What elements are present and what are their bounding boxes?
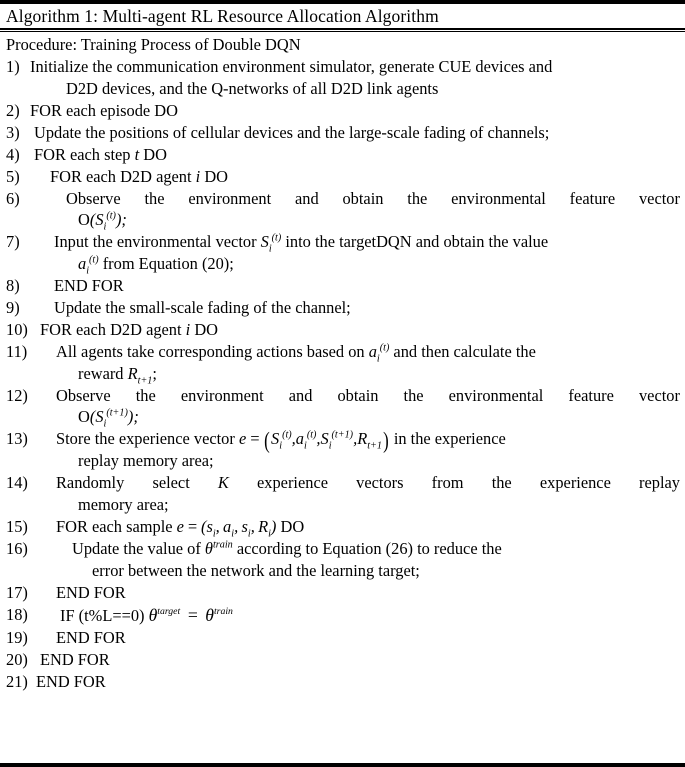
line-number-16: 16) — [6, 538, 28, 558]
line-12-w6: environmental — [448, 385, 544, 405]
line-18-pre: IF (t%L==0) — [60, 605, 149, 625]
line-text-3: Update the positions of cellular devices and the large-scale fading of channels; — [34, 122, 550, 142]
line-12-w8: vector — [638, 385, 680, 405]
line-number-11: 11) — [6, 341, 28, 361]
line-text-15 — [36, 516, 680, 538]
line-text-2: FOR each episode DO — [30, 101, 178, 121]
algorithm-line-7-cont — [6, 253, 680, 275]
line-16-post: according to Equation (26) to reduce the — [232, 538, 502, 558]
line-10-post: DO — [190, 319, 219, 339]
algorithm-line-11-cont — [6, 363, 680, 385]
line-13-pre: Store the experience vector — [56, 429, 239, 449]
line-12-w3: and — [288, 385, 313, 405]
line-text-5 — [30, 166, 680, 188]
algorithm-line-6-cont — [6, 209, 680, 231]
line-6-w4: obtain — [342, 188, 384, 208]
line-text-4 — [30, 144, 680, 166]
line-6-w0: Observe — [66, 188, 121, 208]
algorithm-line-12-cont — [6, 406, 680, 428]
line-number-14: 14) — [6, 473, 28, 493]
line-12-w2: environment — [180, 385, 264, 405]
line-11-post: and then calculate the — [389, 341, 536, 361]
line-14-w0: Randomly — [56, 473, 125, 493]
line-text-12 — [36, 385, 680, 407]
line-12-formula: $O(S_i^{(t+1)})$; — [78, 407, 139, 430]
line-14-w7: experience — [539, 473, 611, 493]
algorithm-line-7 — [6, 231, 680, 253]
algorithm-line-14 — [6, 472, 680, 494]
algorithm-line-17 — [6, 582, 680, 604]
line-6-w7: feature — [569, 188, 616, 208]
algorithm-line-18 — [6, 604, 680, 628]
line-number-13: 13) — [6, 429, 28, 449]
line-15-post: DO — [276, 516, 305, 536]
line-7-pre: Input the environmental vector — [54, 232, 261, 252]
line-text-10 — [36, 319, 680, 341]
line-11-pre: All agents take corresponding actions based on — [56, 341, 369, 361]
line-text-9: Update the small-scale fading of the channel; — [54, 298, 351, 318]
line-text-11 — [36, 341, 680, 363]
line-13-continuation: replay memory area; — [78, 451, 214, 471]
line-5-variable: i — [195, 166, 201, 186]
line-7-action-symbol: $a_i^{(t)}$ — [78, 254, 99, 277]
algorithm-line-6 — [6, 188, 680, 210]
line-6-formula: $O(S_i^{(t)})$; — [78, 210, 127, 233]
line-15-pre: FOR each sample — [56, 516, 177, 536]
line-6-w5: the — [407, 188, 428, 208]
algorithm-line-13-cont — [6, 450, 680, 472]
algorithm-line-16 — [6, 538, 680, 560]
line-number-9: 9) — [6, 298, 20, 318]
line-6-w2: environment — [188, 188, 272, 208]
line-number-20: 20) — [6, 650, 28, 670]
line-14-batch-symbol: K — [217, 473, 229, 493]
line-7-post: into the targetDQN and obtain the value — [281, 232, 549, 252]
line-number-4: 4) — [6, 144, 20, 164]
line-14-w4: vectors — [356, 473, 404, 493]
line-number-8: 8) — [6, 276, 20, 296]
line-14-w5: from — [431, 473, 464, 493]
line-14-w1: select — [152, 473, 190, 493]
line-14-continuation: memory area; — [78, 495, 169, 515]
line-7-continuation — [6, 253, 680, 275]
line-text-1-continuation: D2D devices, and the Q-networks of all D2D link agents — [66, 79, 439, 99]
line-text-1: Initialize the communication environment simulator, generate CUE devices and — [30, 57, 553, 77]
line-6-w6: environmental — [451, 188, 546, 208]
line-10-pre: FOR each D2D agent — [40, 319, 186, 339]
line-4-variable: t — [134, 144, 140, 164]
line-10-variable: i — [185, 319, 191, 339]
line-14-w3: experience — [257, 473, 328, 493]
line-number-10: 10) — [6, 319, 28, 339]
line-12-w4: obtain — [337, 385, 379, 405]
line-6-w3: and — [294, 188, 319, 208]
algorithm-line-14-cont — [6, 494, 680, 516]
algorithm-line-16-cont — [6, 560, 680, 582]
line-5-pre: FOR each D2D agent — [50, 166, 196, 186]
line-text-16 — [36, 538, 680, 560]
procedure-line — [6, 34, 680, 56]
line-number-2: 2) — [6, 101, 20, 121]
line-12-w1: the — [135, 385, 156, 405]
line-13-post: in the experience — [389, 429, 506, 449]
algorithm-line-2 — [6, 100, 680, 122]
algorithm-line-3 — [6, 122, 680, 144]
line-number-5: 5) — [6, 166, 20, 186]
line-number-12: 12) — [6, 385, 28, 405]
line-12-w0: Observe — [56, 385, 111, 405]
line-number-1: 1) — [6, 57, 20, 77]
line-11-cont-post: ; — [152, 363, 157, 383]
line-12-w5: the — [403, 385, 424, 405]
line-text-13 — [36, 427, 680, 454]
line-13-experience-formula: $e = (S_i^{(t)},a_i^{(t)},S_i^{(t+1)},R_{t+1})$ — [238, 427, 389, 454]
line-14-w6: the — [491, 473, 512, 493]
line-18-theta-assignment: $\theta^{target} = \theta^{train}$ — [148, 604, 233, 625]
algorithm-line-1 — [6, 56, 680, 78]
line-number-21: 21) — [6, 671, 28, 691]
line-text-19: END FOR — [56, 628, 126, 648]
line-11-continuation — [6, 363, 680, 385]
algorithm-line-1-cont — [6, 78, 680, 100]
line-12-w7: feature — [568, 385, 614, 405]
line-number-18: 18) — [6, 604, 28, 624]
algorithm-line-13 — [6, 427, 680, 454]
algorithm-line-19 — [6, 627, 680, 649]
line-6-w8: vector — [638, 188, 680, 208]
line-6-w1: the — [144, 188, 165, 208]
line-7-cont-post: from Equation (20); — [98, 254, 234, 274]
line-14-w8: replay — [639, 473, 680, 493]
line-text-21: END FOR — [36, 671, 106, 691]
line-15-sample-formula: $e = (s_i$, $a_i$, $s_i$, $R_i$) — [176, 516, 277, 540]
line-text-6 — [30, 188, 680, 210]
algorithm-line-20 — [6, 649, 680, 671]
line-11-reward-symbol: $R_{t+1}$ — [127, 363, 153, 386]
line-text-8: END FOR — [54, 276, 124, 296]
algorithm-line-8 — [6, 275, 680, 297]
algorithm-line-9 — [6, 297, 680, 319]
line-5-post: DO — [200, 166, 229, 186]
line-11-action-symbol: $a_i^{(t)}$ — [368, 341, 390, 365]
line-number-7: 7) — [6, 232, 20, 252]
algorithm-line-12 — [6, 385, 680, 407]
line-text-7 — [30, 231, 680, 253]
procedure-label: Procedure: Training Process of Double DQN — [6, 35, 301, 55]
line-number-15: 15) — [6, 516, 28, 536]
line-number-3: 3) — [6, 122, 20, 142]
line-16-pre: Update the value of — [72, 538, 205, 558]
line-16-theta-train-symbol: $\theta^{train}$ — [204, 538, 233, 558]
line-text-17: END FOR — [56, 582, 126, 602]
line-16-continuation: error between the network and the learning target; — [92, 560, 420, 580]
algorithm-line-4 — [6, 144, 680, 166]
algorithm-line-11 — [6, 341, 680, 363]
line-text-18 — [36, 604, 680, 628]
line-text-20: END FOR — [40, 650, 110, 670]
line-7-state-symbol: $S_i^{(t)}$ — [260, 232, 282, 255]
algorithm-line-10 — [6, 319, 680, 341]
line-number-6: 6) — [6, 188, 20, 208]
line-11-cont-pre: reward — [78, 363, 128, 383]
line-4-post: DO — [139, 144, 167, 164]
algorithm-line-5 — [6, 166, 680, 188]
line-4-pre: FOR each step — [34, 144, 135, 164]
algorithm-title: Algorithm 1: Multi-agent RL Resource Allocation Algorithm — [6, 6, 439, 26]
line-text-14 — [36, 472, 680, 494]
algorithm-line-21 — [6, 671, 680, 693]
algorithm-body — [0, 32, 685, 692]
algorithm-line-15 — [6, 516, 680, 538]
line-number-17: 17) — [6, 582, 28, 602]
line-number-19: 19) — [6, 628, 28, 648]
